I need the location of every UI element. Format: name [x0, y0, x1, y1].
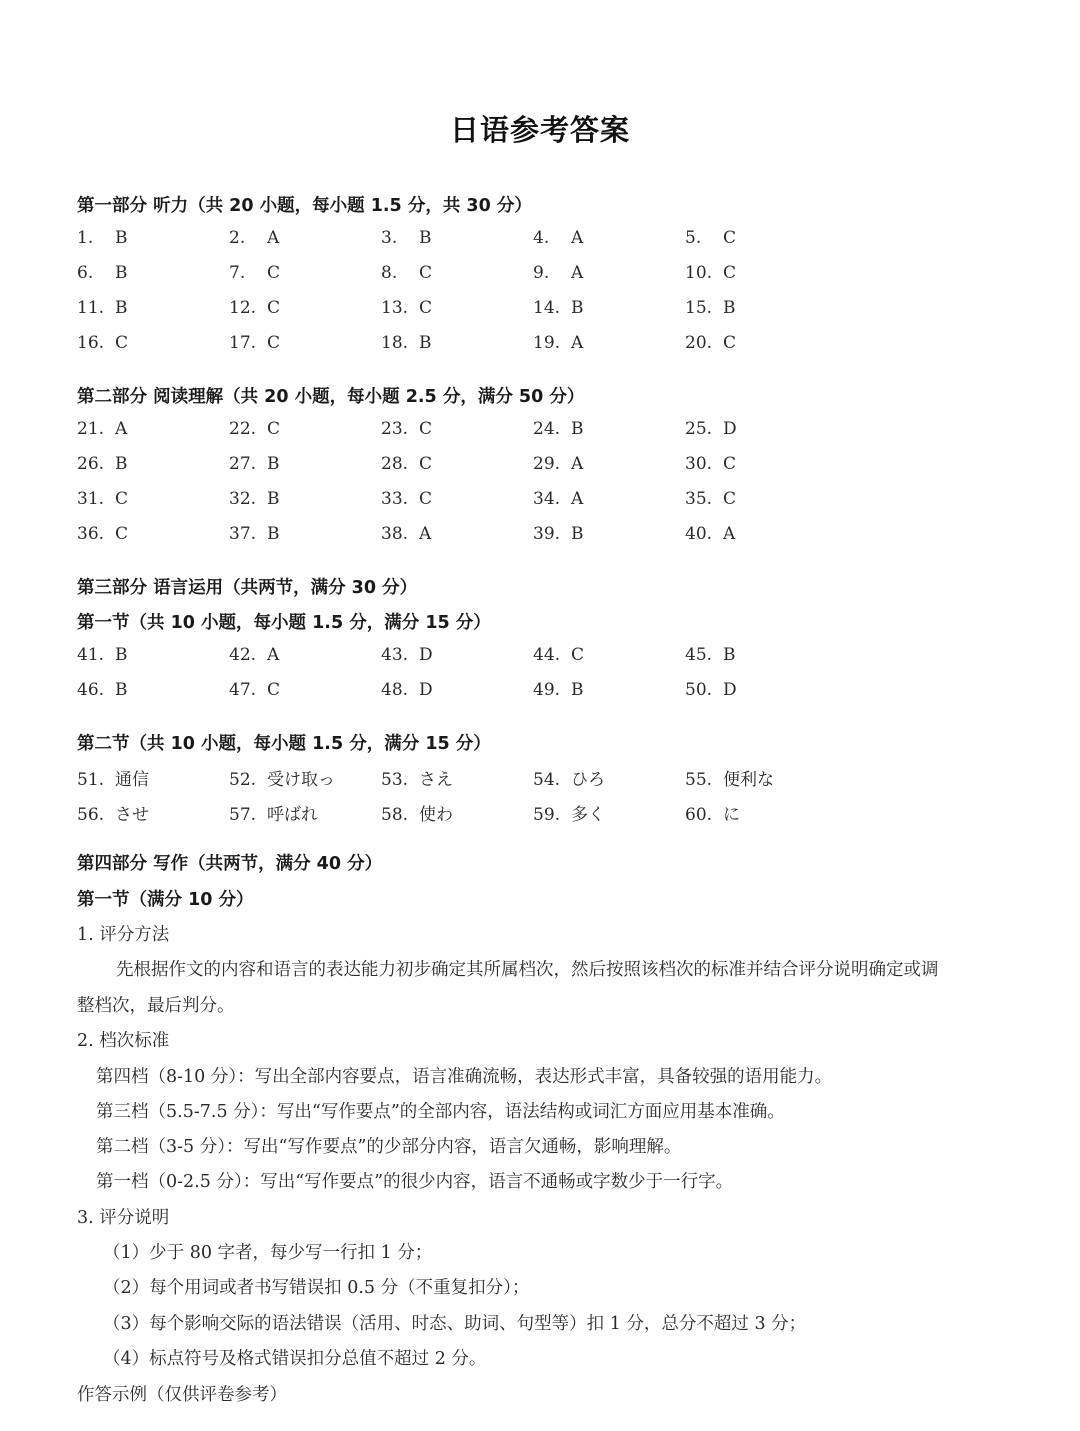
question-number: 7.	[229, 263, 246, 283]
question-number: 17.	[229, 333, 257, 353]
question-number: 41.	[77, 645, 105, 665]
scoring-note-2: （2）每个用词或者书写错误扣 0.5 分（不重复扣分）；	[103, 1278, 530, 1298]
answer-value: A	[571, 454, 584, 474]
answer-value: B	[571, 524, 584, 544]
part1-heading: 第一部分 听力（共 20 小题，每小题 1.5 分，共 30 分）	[77, 196, 532, 216]
question-number: 27.	[229, 454, 257, 474]
question-number: 35.	[685, 489, 713, 509]
answer-value: B	[115, 298, 128, 318]
question-number: 5.	[685, 228, 702, 248]
question-number: 50.	[685, 680, 713, 700]
question-number: 56.	[77, 805, 105, 825]
scoring-notes-title: 3. 评分说明	[77, 1208, 170, 1228]
answer-value: C	[723, 228, 737, 248]
answer-item	[381, 333, 432, 353]
answer-item	[533, 489, 583, 509]
question-number: 36.	[77, 524, 105, 544]
answer-row	[77, 524, 977, 548]
question-number: 15.	[685, 298, 713, 318]
answer-value: C	[267, 333, 281, 353]
answer-value: 使わ	[419, 805, 453, 825]
answer-item	[685, 645, 736, 665]
answer-item	[381, 263, 432, 283]
question-number: 46.	[77, 680, 105, 700]
answer-value: 受け取っ	[267, 770, 335, 790]
part4-heading: 第四部分 写作（共两节，满分 40 分）	[77, 854, 383, 874]
answer-row	[77, 298, 977, 322]
answer-item	[229, 489, 280, 509]
answer-item	[229, 419, 280, 439]
answer-value: C	[115, 524, 129, 544]
question-number: 57.	[229, 805, 257, 825]
answer-value: B	[267, 524, 280, 544]
answer-item	[381, 645, 433, 665]
answer-item	[685, 800, 740, 825]
question-number: 26.	[77, 454, 105, 474]
answer-value: 多く	[571, 805, 605, 825]
answer-value: B	[571, 419, 584, 439]
question-number: 55.	[685, 770, 713, 790]
question-number: 12.	[229, 298, 257, 318]
answer-value: C	[419, 298, 433, 318]
question-number: 37.	[229, 524, 257, 544]
answer-row	[77, 800, 977, 824]
answer-value: B	[115, 263, 128, 283]
answer-value: させ	[115, 805, 149, 825]
answer-item	[229, 454, 280, 474]
part4-section1-heading: 第一节（满分 10 分）	[77, 890, 254, 910]
answer-value: B	[115, 228, 128, 248]
answer-item	[381, 800, 453, 825]
question-number: 10.	[685, 263, 713, 283]
level-1: 第一档（0-2.5 分）：写出“写作要点”的很少内容，语言不通畅或字数少于一行字。	[96, 1172, 734, 1192]
level-2: 第二档（3-5 分）：写出“写作要点”的少部分内容，语言欠通畅，影响理解。	[96, 1137, 682, 1157]
level-3: 第三档（5.5-7.5 分）：写出“写作要点”的全部内容，语法结构或词汇方面应用基本准确。	[96, 1102, 785, 1122]
answer-value: B	[115, 680, 128, 700]
answer-value: C	[723, 333, 737, 353]
answer-value: D	[723, 419, 737, 439]
answer-item	[533, 228, 583, 248]
answer-item	[533, 800, 605, 825]
answer-value: C	[115, 489, 129, 509]
question-number: 52.	[229, 770, 257, 790]
answer-value: C	[571, 645, 585, 665]
answer-value: B	[723, 298, 736, 318]
answer-value: C	[419, 263, 433, 283]
answer-value: D	[419, 680, 433, 700]
answer-value: 通信	[115, 770, 149, 790]
scoring-method-text-line1: 先根据作文的内容和语言的表达能力初步确定其所属档次，然后按照该档次的标准并结合评分说明确定或调	[116, 960, 939, 980]
answer-item	[229, 524, 280, 544]
level-standards-title: 2. 档次标准	[77, 1031, 170, 1051]
answer-value: A	[571, 228, 584, 248]
question-number: 24.	[533, 419, 561, 439]
answer-item	[77, 298, 128, 318]
question-number: 47.	[229, 680, 257, 700]
answer-item	[533, 419, 584, 439]
question-number: 30.	[685, 454, 713, 474]
answer-value: C	[723, 489, 737, 509]
answer-item	[685, 524, 735, 544]
question-number: 11.	[77, 298, 105, 318]
answer-value: ひろ	[571, 770, 605, 790]
answer-item	[381, 228, 432, 248]
question-number: 3.	[381, 228, 398, 248]
answer-item	[533, 680, 584, 700]
answer-value: B	[267, 489, 280, 509]
answer-item	[229, 333, 280, 353]
answer-value: C	[419, 454, 433, 474]
scoring-note-3: （3）每个影响交际的语法错误（活用、时态、助词、句型等）扣 1 分，总分不超过 3 分；	[103, 1314, 807, 1334]
page-title: 日语参考答案	[449, 113, 630, 147]
answer-value: C	[419, 489, 433, 509]
question-number: 60.	[685, 805, 713, 825]
question-number: 23.	[381, 419, 409, 439]
answer-value: A	[267, 645, 280, 665]
answer-value: C	[267, 263, 281, 283]
scoring-note-4: （4）标点符号及格式错误扣分总值不超过 2 分。	[103, 1349, 487, 1369]
answer-value: B	[419, 333, 432, 353]
answer-value: A	[115, 419, 128, 439]
answer-value: C	[115, 333, 129, 353]
question-number: 16.	[77, 333, 105, 353]
question-number: 59.	[533, 805, 561, 825]
question-number: 25.	[685, 419, 713, 439]
answer-value: A	[571, 489, 584, 509]
answer-row	[77, 680, 977, 704]
question-number: 43.	[381, 645, 409, 665]
answer-value: C	[419, 419, 433, 439]
answer-item	[229, 645, 279, 665]
answer-value: A	[419, 524, 432, 544]
level-4: 第四档（8-10 分）：写出全部内容要点，语言准确流畅，表达形式丰富，具备较强的语用能力。	[96, 1067, 833, 1087]
answer-item	[381, 680, 433, 700]
answer-value: C	[723, 454, 737, 474]
answer-item	[229, 800, 318, 825]
question-number: 21.	[77, 419, 105, 439]
question-number: 58.	[381, 805, 409, 825]
answer-item	[533, 454, 583, 474]
part3-section1-heading: 第一节（共 10 小题，每小题 1.5 分，满分 15 分）	[77, 613, 491, 633]
answer-item	[381, 454, 432, 474]
question-number: 45.	[685, 645, 713, 665]
answer-item	[381, 419, 432, 439]
question-number: 32.	[229, 489, 257, 509]
question-number: 28.	[381, 454, 409, 474]
answer-item	[685, 228, 736, 248]
scoring-method-title: 1. 评分方法	[77, 925, 170, 945]
answer-item	[77, 454, 128, 474]
answer-item	[533, 298, 584, 318]
question-number: 20.	[685, 333, 713, 353]
question-number: 13.	[381, 298, 409, 318]
answer-row	[77, 645, 977, 669]
answer-item	[229, 765, 335, 790]
answer-value: D	[419, 645, 433, 665]
answer-item	[381, 765, 453, 790]
answer-item	[229, 298, 280, 318]
example-title: 作答示例（仅供评卷参考）	[77, 1385, 287, 1405]
question-number: 53.	[381, 770, 409, 790]
part3-section2-heading: 第二节（共 10 小题，每小题 1.5 分，满分 15 分）	[77, 734, 491, 754]
question-number: 1.	[77, 228, 94, 248]
answer-item	[685, 680, 737, 700]
question-number: 6.	[77, 263, 94, 283]
answer-item	[77, 263, 128, 283]
question-number: 22.	[229, 419, 257, 439]
answer-value: B	[723, 645, 736, 665]
question-number: 9.	[533, 263, 550, 283]
answer-item	[685, 263, 736, 283]
answer-row	[77, 454, 977, 478]
answer-value: A	[571, 263, 584, 283]
question-number: 48.	[381, 680, 409, 700]
answer-item	[533, 645, 584, 665]
answer-item	[685, 298, 736, 318]
scoring-method-text-line2: 整档次，最后判分。	[77, 996, 235, 1016]
answer-item	[381, 524, 431, 544]
answer-value: B	[115, 454, 128, 474]
question-number: 31.	[77, 489, 105, 509]
answer-value: さえ	[419, 770, 453, 790]
answer-row	[77, 228, 977, 252]
answer-item	[77, 524, 128, 544]
answer-row	[77, 333, 977, 357]
answer-value: 呼ばれ	[267, 805, 318, 825]
answer-item	[229, 680, 280, 700]
question-number: 19.	[533, 333, 561, 353]
question-number: 54.	[533, 770, 561, 790]
answer-item	[685, 765, 774, 790]
answer-item	[533, 765, 605, 790]
part2-heading: 第二部分 阅读理解（共 20 小题，每小题 2.5 分，满分 50 分）	[77, 387, 585, 407]
question-number: 14.	[533, 298, 561, 318]
question-number: 38.	[381, 524, 409, 544]
answer-value: B	[571, 298, 584, 318]
answer-item	[77, 489, 128, 509]
answer-item	[533, 263, 583, 283]
answer-row	[77, 765, 977, 789]
answer-item	[229, 228, 279, 248]
answer-value: B	[267, 454, 280, 474]
answer-item	[685, 333, 736, 353]
answer-value: A	[267, 228, 280, 248]
answer-value: C	[267, 680, 281, 700]
answer-item	[77, 680, 128, 700]
answer-item	[77, 419, 127, 439]
answer-item	[229, 263, 280, 283]
answer-row	[77, 489, 977, 513]
question-number: 33.	[381, 489, 409, 509]
answer-item	[685, 489, 736, 509]
question-number: 4.	[533, 228, 550, 248]
answer-value: C	[267, 298, 281, 318]
answer-value: C	[723, 263, 737, 283]
answer-value: に	[723, 805, 740, 825]
answer-row	[77, 263, 977, 287]
question-number: 49.	[533, 680, 561, 700]
answer-value: A	[723, 524, 736, 544]
question-number: 18.	[381, 333, 409, 353]
question-number: 34.	[533, 489, 561, 509]
question-number: 42.	[229, 645, 257, 665]
answer-item	[533, 524, 584, 544]
answer-value: B	[115, 645, 128, 665]
answer-item	[533, 333, 583, 353]
answer-row	[77, 419, 977, 443]
question-number: 51.	[77, 770, 105, 790]
answer-item	[685, 454, 736, 474]
question-number: 29.	[533, 454, 561, 474]
answer-value: B	[571, 680, 584, 700]
answer-item	[77, 333, 128, 353]
answer-item	[77, 800, 149, 825]
answer-value: C	[267, 419, 281, 439]
answer-value: A	[571, 333, 584, 353]
question-number: 39.	[533, 524, 561, 544]
question-number: 44.	[533, 645, 561, 665]
part3-heading: 第三部分 语言运用（共两节，满分 30 分）	[77, 578, 418, 598]
question-number: 2.	[229, 228, 246, 248]
answer-item	[685, 419, 737, 439]
answer-item	[381, 489, 432, 509]
answer-value: 便利な	[723, 770, 774, 790]
answer-value: B	[419, 228, 432, 248]
question-number: 40.	[685, 524, 713, 544]
answer-item	[77, 645, 128, 665]
answer-value: D	[723, 680, 737, 700]
scoring-note-1: （1）少于 80 字者，每少写一行扣 1 分；	[103, 1243, 433, 1263]
answer-item	[77, 765, 149, 790]
answer-item	[381, 298, 432, 318]
answer-item	[77, 228, 128, 248]
question-number: 8.	[381, 263, 398, 283]
